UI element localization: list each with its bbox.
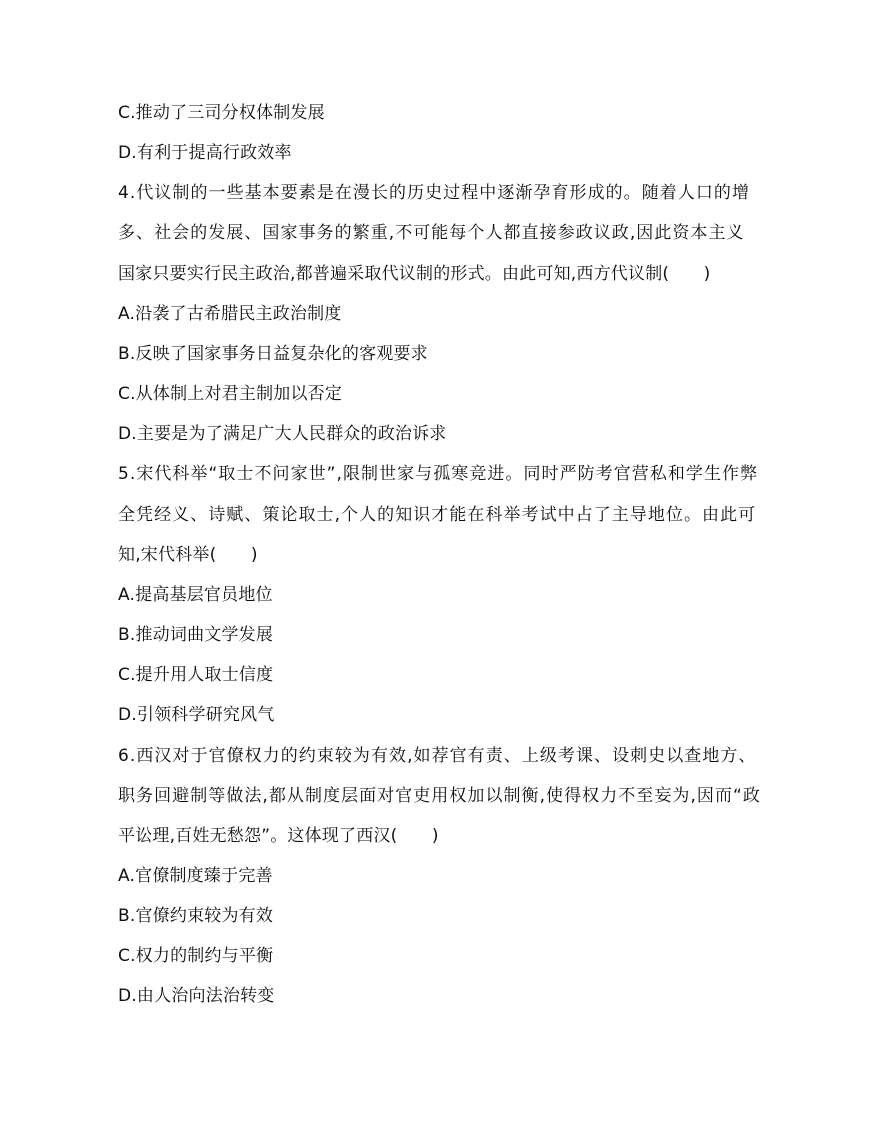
q5-option-a: A.提高基层官员地位 xyxy=(118,585,273,605)
q4-option-b: B.反映了国家事务日益复杂化的客观要求 xyxy=(118,344,428,364)
q5-stem-line-2: 全凭经义、诗赋、策论取士,个人的知识才能在科举考试中占了主导地位。由此可 xyxy=(118,505,757,525)
q6-option-d: D.由人治向法治转变 xyxy=(118,986,275,1006)
q5-option-d: D.引领科学研究风气 xyxy=(118,705,275,725)
q5-stem-line-3: 知,宋代科举( ) xyxy=(118,545,258,565)
q3-option-c: C.推动了三司分权体制发展 xyxy=(118,103,325,123)
q6-stem-line-2: 职务回避制等做法,都从制度层面对官吏用权加以制衡,使得权力不至妄为,因而“政 xyxy=(118,786,761,806)
q4-stem-line-3: 国家只要实行民主政治,都普遍采取代议制的形式。由此可知,西方代议制( ) xyxy=(118,264,711,284)
q3-option-d: D.有利于提高行政效率 xyxy=(118,143,292,163)
q4-stem-line-1: 4.代议制的一些基本要素是在漫长的历史过程中逐渐孕育形成的。随着人口的增 xyxy=(118,183,751,203)
q4-option-c: C.从体制上对君主制加以否定 xyxy=(118,384,343,404)
q6-stem-line-1: 6.西汉对于官僚权力的约束较为有效,如荐官有责、上级考课、设刺史以查地方、 xyxy=(118,746,757,766)
q4-option-a: A.沿袭了古希腊民主政治制度 xyxy=(118,304,342,324)
q6-option-a: A.官僚制度臻于完善 xyxy=(118,866,273,886)
q5-option-c: C.提升用人取士信度 xyxy=(118,665,274,685)
q5-option-b: B.推动词曲文学发展 xyxy=(118,625,274,645)
q4-option-d: D.主要是为了满足广大人民群众的政治诉求 xyxy=(118,424,447,444)
q6-option-c: C.权力的制约与平衡 xyxy=(118,946,274,966)
q5-stem-line-1: 5.宋代科举“取士不问家世”,限制世家与孤寒竞进。同时严防考官营私和学生作弊 xyxy=(118,464,759,484)
q6-stem-line-3: 平讼理,百姓无愁怨”。这体现了西汉( ) xyxy=(118,826,439,846)
q4-stem-line-2: 多、社会的发展、国家事务的繁重,不可能每个人都直接参政议政,因此资本主义 xyxy=(118,223,745,243)
q6-option-b: B.官僚约束较为有效 xyxy=(118,906,274,926)
